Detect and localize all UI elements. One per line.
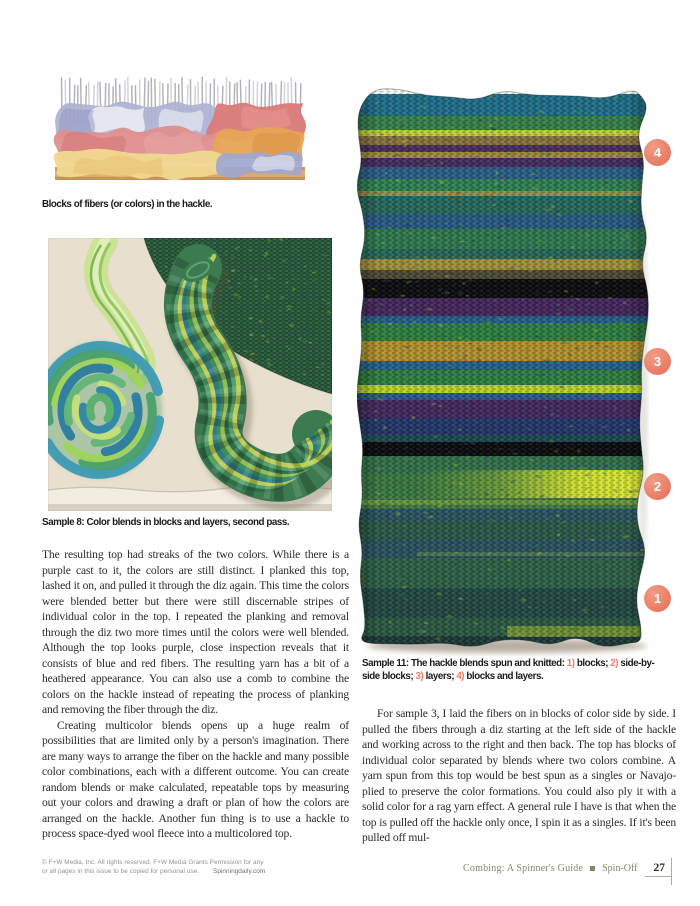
callout-number: 3 bbox=[653, 354, 662, 369]
caption-text: side-by-side blocks; bbox=[362, 658, 655, 682]
sample11-photo bbox=[357, 88, 649, 656]
running-footer bbox=[463, 861, 672, 876]
copyright-text: or all pages in this issue to be copied for personal use. bbox=[42, 867, 200, 875]
sample8-photo bbox=[48, 238, 332, 511]
callout-badge-4 bbox=[644, 139, 671, 166]
caption-text: layers; bbox=[423, 670, 457, 682]
caption-number-4: 4) bbox=[456, 670, 465, 682]
hackle-illustration bbox=[53, 73, 307, 185]
sample11-caption bbox=[362, 658, 664, 683]
caption-number-3: 3) bbox=[415, 670, 424, 682]
hackle-watercolor-image bbox=[53, 73, 307, 185]
caption-text: Sample 11: The hackle blends spun and knitted: bbox=[362, 658, 567, 669]
caption-number-2: 2) bbox=[610, 658, 619, 669]
page-number: 27 bbox=[648, 861, 673, 876]
callout-number: 2 bbox=[653, 479, 662, 494]
yarn-and-fiber-image bbox=[48, 238, 332, 511]
square-bullet-icon bbox=[590, 866, 595, 871]
body-paragraph-1: The resulting top had streaks of the two colors. While there is a purple cast to it, the colors are still distinct. I planked this top, lashed it on, and pulled it through the diz again. This time the colors were blended better but there were still discernable stripes of individual color in the top. I repeated the planking and removal through the diz two more times until the colors were well blended. Although the top looks purple, close inspection reveals that it consists of blue and red fibers. The resulting yarn has a bit of a heathered appearance. You can also use a comb to combine the colors on the hackle instead of repeating the process of planking and removing the fiber through the diz. bbox=[42, 548, 349, 716]
callout-badge-1 bbox=[644, 585, 671, 612]
copyright-note bbox=[42, 859, 265, 876]
left-column-text bbox=[42, 547, 349, 842]
body-paragraph-3: For sample 3, I laid the fibers on in blocks of color side by side. I pulled the fibers through a diz starting at the left side of the hackle and working across to the right and then back. The top has blocks of individual color separated by blends where two colors combine. A yarn spun from this top would be best spun as a singles or Navajo-plied to preserve the color formations. You could also ply it with a solid color for a rag yarn effect. A general rule I have is that when the top is pulled off the hackle only once, I spin it as a singles. If it's been pulled off mul- bbox=[362, 707, 676, 844]
caption-number-1: 1) bbox=[566, 658, 575, 669]
body-paragraph-2: Creating multicolor blends opens up a huge realm of possibilities that are limited only by a person's imagination. There are many ways to arrange the fiber on the hackle and many possible color combinations, each with a different outcome. You can create random blends or make calculated, repeatable tops by measuring out your colors and drawing a draft or plan of how the colors are arranged on the hackle. Another fun thing is to use a hackle to process space-dyed wool fleece into a multicolored top. bbox=[42, 718, 349, 840]
callout-number: 4 bbox=[653, 145, 662, 160]
callout-number: 1 bbox=[653, 591, 662, 606]
spinningdaily-text: Spinningdaily.com bbox=[213, 867, 266, 875]
sample8-caption: Sample 8: Color blends in blocks and layers, second pass. bbox=[42, 517, 290, 528]
book-title: Combing: A Spinner's Guide bbox=[463, 863, 584, 874]
copyright-line-2 bbox=[42, 868, 265, 877]
callout-badge-2 bbox=[644, 473, 671, 500]
right-column-text bbox=[362, 706, 676, 846]
knitted-samples-image bbox=[357, 88, 649, 656]
caption-text: blocks; bbox=[574, 658, 611, 669]
magazine-title: Spin-Off bbox=[602, 863, 638, 874]
callout-badge-3 bbox=[644, 348, 671, 375]
copyright-line-1: © F+W Media, Inc. All rights reserved. F+W Media Grants Permission for any bbox=[42, 859, 264, 866]
hackle-caption: Blocks of fibers (or colors) in the hackle. bbox=[42, 199, 213, 210]
caption-text: blocks and layers. bbox=[464, 670, 544, 682]
